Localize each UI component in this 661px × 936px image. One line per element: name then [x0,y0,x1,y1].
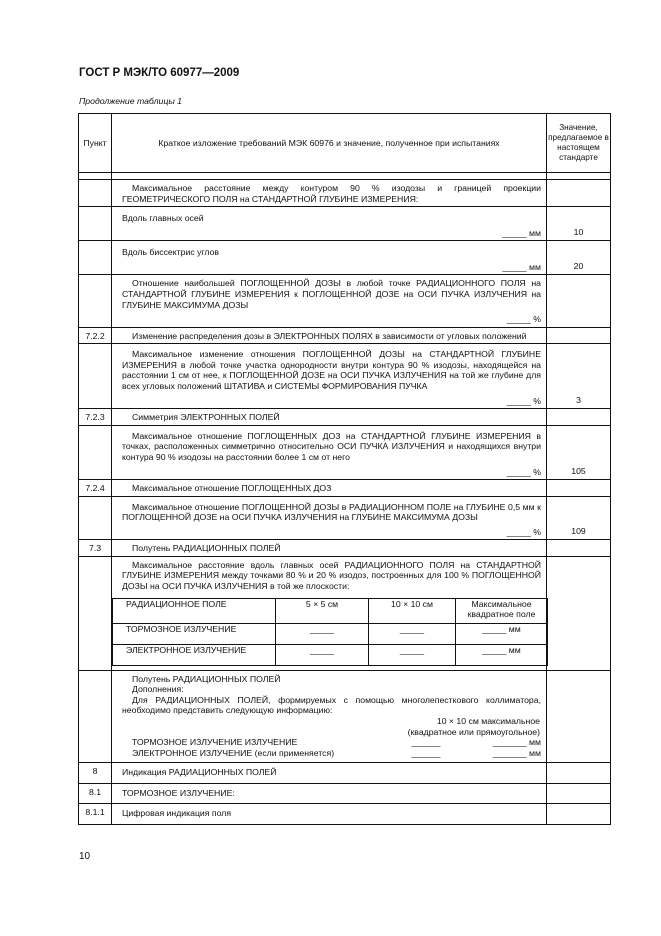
page-number: 10 [79,851,91,862]
penumbra-header-field: РАДИАЦИОННОЕ ПОЛЕ [113,598,276,623]
row-text: 10 × 10 см максимальное [436,716,540,727]
document-header: ГОСТ Р МЭК/ТО 60977—2009 [79,67,240,79]
table-row [79,804,611,825]
penumbra-header-row [113,598,548,623]
penumbra-cell: _____ [276,623,369,644]
row-number: 7.2.2 [79,327,112,344]
row-text: Максимальное отношение ПОГЛОЩЕННЫХ ДОЗ [132,482,332,493]
col-header-summary: Краткое изложение требований МЭК 60976 и значение, полученное при испытаниях [112,114,547,173]
table-continuation-caption: Продолжение таблицы 1 [79,96,182,106]
row-text: ТОРМОЗНОЕ ИЗЛУЧЕНИЕ: [122,787,235,798]
row-text: Максимальное изменение отношения ПОГЛОЩЕННОЙ ДОЗЫ на СТАНДАРТНОЙ ГЛУБИНЕ ИЗМЕРЕНИЯ в любой точке участка однородности внутри контура 90 % изодозы, находящейся на расстоянии 1 см от нее, к ПОГЛОЩЕННОЙ ДОЗЕ на ОСИ ПУЧКА ИЗЛУЧЕНИЯ на той же глубине для всех угловых положений ШТАТИВА и СИСТЕМЫ ФОРМИРОВАНИЯ ПУЧКА [122,349,541,392]
row-blank: _____ мм [502,261,541,272]
row-text: Максимальное отношение ПОГЛОЩЕННЫХ ДОЗ на СТАНДАРТНОЙ ГЛУБИНЕ ИЗМЕРЕНИЯ в точках, расположенных симметрично относительно ОСИ ПУЧКА ИЗЛУЧЕНИЯ и находящихся внутри контура 90 % изодозы на расстоянии более 1 см от него [122,430,541,462]
table-row [79,763,611,784]
multileaf-cell: _______ мм [492,747,541,758]
row-number: 8.1.1 [79,804,112,825]
penumbra-cell: _____ [369,644,456,665]
table-row [79,670,611,763]
multileaf-label: ЭЛЕКТРОННОЕ ИЗЛУЧЕНИЕ (если применяется) [132,747,335,758]
row-text: Индикация РАДИАЦИОННЫХ ПОЛЕЙ [122,767,277,778]
multileaf-label: ТОРМОЗНОЕ ИЗЛУЧЕНИЕ ИЗЛУЧЕНИЕ [132,737,298,748]
row-text: Дополнения: [132,684,184,695]
row-text: Максимальное расстояние между контуром 90 % изодозы и границей проекции ГЕОМЕТРИЧЕСКОГО ПОЛЯ на СТАНДАРТНОЙ ГЛУБИНЕ ИЗМЕРЕНИЯ: [122,183,541,204]
penumbra-row [113,623,548,644]
row-number: 7.2.3 [79,409,112,426]
table-spacer-row [79,173,611,180]
penumbra-cell: _____ [276,644,369,665]
row-text: Максимальное отношение ПОГЛОЩЕННОЙ ДОЗЫ в РАДИАЦИОННОМ ПОЛЕ на ГЛУБИНЕ 0,5 мм к ПОГЛОЩЕННОЙ ДОЗЕ на ОСИ ПУЧКА ИЗЛУЧЕНИЯ на ГЛУБИНЕ МАКСИМУМА ДОЗЫ [122,501,541,523]
col-header-punkt: Пункт [79,114,112,173]
row-value: 3 [547,344,611,409]
multileaf-row [112,737,546,747]
table-row [79,327,611,344]
table-row [79,556,611,670]
row-text: Полутень РАДИАЦИОННЫХ ПОЛЕЙ [132,543,281,554]
table-row [79,496,611,540]
penumbra-cell: _____ [369,623,456,644]
row-value: 10 [547,207,611,241]
penumbra-row-label: ЭЛЕКТРОННОЕ ИЗЛУЧЕНИЕ [113,644,276,665]
row-blank: _____ % [506,526,541,537]
row-number: 8.1 [79,783,112,804]
table-row [79,180,611,207]
penumbra-row [113,644,548,665]
penumbra-header-5x5: 5 × 5 см [276,598,369,623]
row-text: Полутень РАДИАЦИОННЫХ ПОЛЕЙ [132,673,281,684]
table-row [79,344,611,409]
table-header-row [79,114,611,173]
row-blank: _____ % [506,466,541,477]
table-row [79,783,611,804]
row-text: Отношение наибольшей ПОГЛОЩЕННОЙ ДОЗЫ в любой точке РАДИАЦИОННОГО ПОЛЯ на СТАНДАРТНОЙ ГЛУБИНЕ ИЗМЕРЕНИЯ к ПОГЛОЩЕННОЙ ДОЗЕ на ОСИ ПУЧКА ИЗЛУЧЕНИЯ на ГЛУБИНЕ МАКСИМУМА ДОЗЫ [122,278,541,310]
row-text: Вдоль биссектрис углов [122,247,220,258]
row-value: 20 [547,241,611,275]
row-number: 7.3 [79,540,112,557]
row-text: Для РАДИАЦИОННЫХ ПОЛЕЙ, формируемых с помощью многолепесткового коллиматора, необходимо представить следующую информацию: [122,694,541,716]
row-blank: _____ % [506,395,541,406]
row-blank: _____ мм [502,227,541,238]
row-text: Вдоль главных осей [122,213,204,224]
row-text: (квадратное или прямоугольное) [407,726,540,737]
row-text: Изменение распределения дозы в ЭЛЕКТРОННЫХ ПОЛЯХ в зависимости от угловых положений [132,330,527,341]
row-value: 109 [547,496,611,540]
table-row [79,275,611,327]
row-blank: _____ % [506,314,541,325]
penumbra-cell: _____ мм [456,644,548,665]
table-row [79,207,611,241]
col-header-value: Значение, предлагаемое в настоящем стандарте [547,114,611,173]
penumbra-cell: _____ мм [456,623,548,644]
multileaf-row [112,748,546,758]
penumbra-header-10x10: 10 × 10 см [369,598,456,623]
requirements-table [78,113,611,825]
multileaf-cell: ______ [411,737,441,748]
penumbra-table [112,598,548,666]
row-number: 7.2.4 [79,479,112,496]
penumbra-row-label: ТОРМОЗНОЕ ИЗЛУЧЕНИЕ [113,623,276,644]
table-row [79,479,611,496]
row-text: Симметрия ЭЛЕКТРОННЫХ ПОЛЕЙ [132,412,280,423]
row-text: Максимальное расстояние вдоль главных осей РАДИАЦИОННОГО ПОЛЯ на СТАНДАРТНОЙ ГЛУБИНЕ ИЗМЕРЕНИЯ между точками 80 % и 20 % изодоз, построенных для 100 % ПОГЛОЩЕННОЙ ДОЗЫ на ОСИ ПУЧКА ИЗЛУЧЕНИЯ в той же плоскости: [122,559,541,592]
table-row [79,425,611,479]
row-value: 105 [547,425,611,479]
table-row [79,409,611,426]
penumbra-header-max: Максимальное квадратное поле [456,598,548,623]
table-row [79,540,611,557]
multileaf-cell: ______ [411,747,441,758]
row-number: 8 [79,763,112,784]
multileaf-cell: _______ мм [492,737,541,748]
row-text: Цифровая индикация поля [122,808,232,819]
table-row [79,241,611,275]
